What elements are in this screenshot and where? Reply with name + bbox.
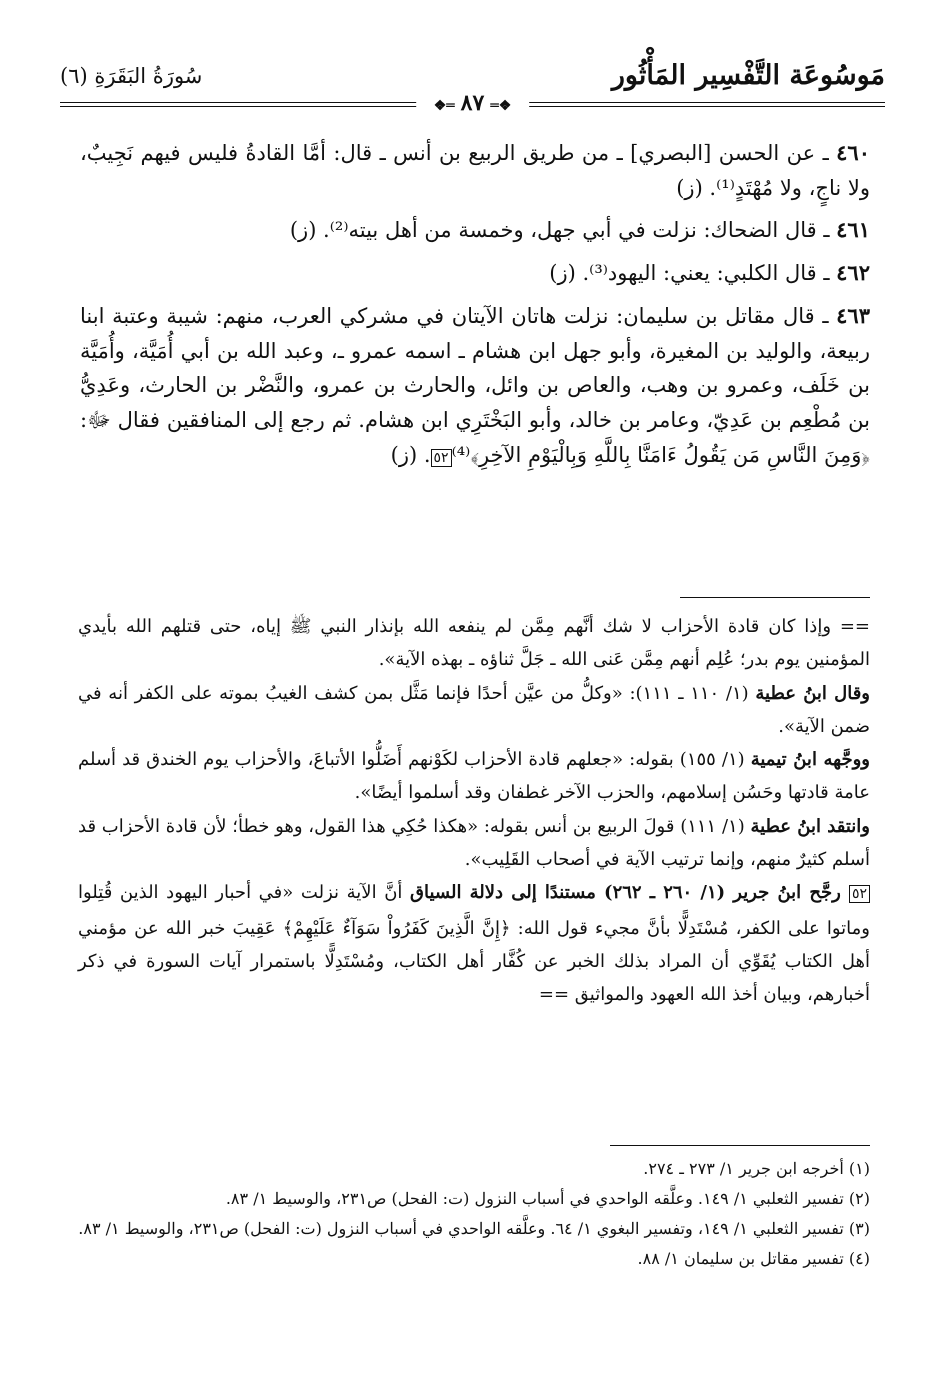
narration-text: ـ قال الضحاك: نزلت في أبي جهل، وخمسة من أهل بيته⁽²⁾. (ز) <box>289 218 837 243</box>
footnote: (٢) تفسير الثعلبي ١/ ١٤٩. وعلَّقه الواحدي في أسباب النزول (ت: الفحل) ص٢٣١، والوسيط ١/ ٨٣. <box>225 1189 870 1208</box>
book-title: مَوسُوعَة التَّفْسِير المَأْثُور <box>611 60 885 91</box>
narration-number: ٤٦١ <box>836 217 870 243</box>
note-text: (١/ ١١١) قولَ الربيع بن أنس بقوله: «هكذا حُكِي هذا القول، وهو خطأ؛ لأن قادة الأحزاب قد أسلم كثيرٌ منهم، وإنما ترتيب الآية في أصحاب القَلِيب». <box>78 815 870 871</box>
note-text: (١/ ١٥٥) بقوله: «جعلهم قادة الأحزاب لكَوْنهم أَضَلُّوا الأتباعَ، والأحزاب يوم الخندق قد أسلم عامة قادتها وحَسُن إسلامهم، والحزب الآخر غطفان وقد أسلموا أيضًا». <box>78 749 870 804</box>
narration-460 <box>80 136 870 205</box>
narration-461 <box>80 213 870 248</box>
commentary-marker: ٥٢ <box>431 449 452 467</box>
narration-number: ٤٦٣ <box>836 302 870 328</box>
note-ibn-taymiyya <box>78 743 870 810</box>
note-continuation <box>78 610 870 677</box>
note-critique <box>78 810 870 877</box>
narration-number: ٤٦٢ <box>836 260 870 286</box>
narration-462 <box>80 256 870 291</box>
ornament-icon: ❖═ <box>433 98 455 114</box>
note-ibn-atiyya <box>78 677 870 744</box>
ornament-icon: ═❖ <box>490 98 512 114</box>
narration-text: ـ قال الكلبي: يعني: اليهود⁽³⁾. (ز) <box>549 261 837 286</box>
note-text: أنَّ الآية نزلت «في أحبار اليهود الذين قُتِلوا وماتوا على الكفر، مُسْتَدِلًّا بأنَّ مجيء قول الله: ﴿إِنَّ الَّذِينَ كَفَرُواْ سَوَآءٌ عَلَيْهِمْ﴾ عَقِيبَ خبر الله عن مؤمني أهل الكتاب يُقَوِّي أن المراد بذلك الخبر عن كُفَّار أهل الكتاب، ومُسْتَدِلًّا باستمرار آيات السورة في ذكر أخبارهم، وبيان أخذ الله العهود والمواثيق == <box>78 882 870 1006</box>
note-text: (١/ ١١٠ ـ ١١١): «وكلُّ من عيَّن أحدًا فإنما مَثَّل بمن كشف الغيبُ بموته على الكفر أنه في ضمن الآية». <box>78 682 870 737</box>
note-lead: رجَّح ابنُ جرير (١/ ٢٦٠ ـ ٢٦٢) مستندًا إلى دلالة السياق <box>410 882 849 904</box>
commentary-notes <box>78 610 870 1012</box>
note-lead: وانتقد ابنُ عطية <box>750 815 870 837</box>
note-lead: ووجَّهه ابنُ تيمية <box>750 749 870 771</box>
footnote: (١) أخرجه ابن جرير ١/ ٢٧٣ ـ ٢٧٤. <box>643 1159 870 1178</box>
note-lead: وقال ابنُ عطية <box>755 682 870 704</box>
footnote: (٤) تفسير مقاتل بن سليمان ١/ ٨٨. <box>637 1249 870 1268</box>
page-header <box>60 60 885 118</box>
note-text: == وإذا كان قادة الأحزاب لا شك أنَّهم مِمَّن لم ينفعه الله بإنذار النبي ﷺ إياه، حتى قتلهم الله بأيدي المؤمنين يوم بدر؛ عُلِم أنهم مِمَّن عَنى الله ـ جَلَّ ثناؤه ـ بهذه الآية». <box>78 616 870 671</box>
footnote: (٣) تفسير الثعلبي ١/ ١٤٩، وتفسير البغوي ١/ ٦٤. وعلَّقه الواحدي في أسباب النزول (ت: الفحل) ص٢٣١، والوسيط ١/ ٨٣. <box>78 1219 870 1238</box>
narration-text: ـ قال مقاتل بن سليمان: نزلت هاتان الآيتان في مشركي العرب، منهم: شيبة وعتبة ابنا ربيعة، والوليد بن المغيرة، وأبو جهل ابن هشام ـ اسمه عمرو ـ، وعبد الله بن أبي أُمَيَّة، وأُمَيَّة بن خَلَف، وعمرو بن وهب، والعاص بن وائل، والحارث بن عمرو، والنَّضْر بن الحارث، وعَدِيُّ بن مُطْعِم بن عَدِيّ، وعامر بن خالد، وأبو البَخْتَرِي ابن هشام. ثم رجع إلى المنافقين فقال ﷻ: ﴿وَمِنَ النَّاسِ مَن يَقُولُ ءَامَنَّا بِاللَّهِ وَبِالْيَوْمِ الآخِرِ﴾⁽⁴⁾ <box>80 303 870 467</box>
note-ibn-jarir <box>78 876 870 1011</box>
footnotes-separator <box>610 1145 870 1146</box>
main-text <box>80 136 870 483</box>
narration-number: ٤٦٠ <box>836 140 870 165</box>
commentary-marker: ٥٢ <box>849 885 870 903</box>
page-number: ٨٧ <box>460 90 485 116</box>
narration-text: ـ عن الحسن [البصري] ـ من طريق الربيع بن أنس ـ قال: أمَّا القادةُ فليس فيهم نَجِيبٌ، ولا ناجٍ، ولا مُهْتَدٍ⁽¹⁾. (ز) <box>80 141 870 200</box>
footnotes <box>78 1154 870 1274</box>
narration-463 <box>80 299 870 476</box>
page-number-badge <box>416 90 530 116</box>
narration-tail: . (ز) <box>390 442 431 467</box>
surah-title: سُورَةُ البَقَرَةِ (٦) <box>60 64 203 88</box>
notes-separator <box>680 597 870 598</box>
